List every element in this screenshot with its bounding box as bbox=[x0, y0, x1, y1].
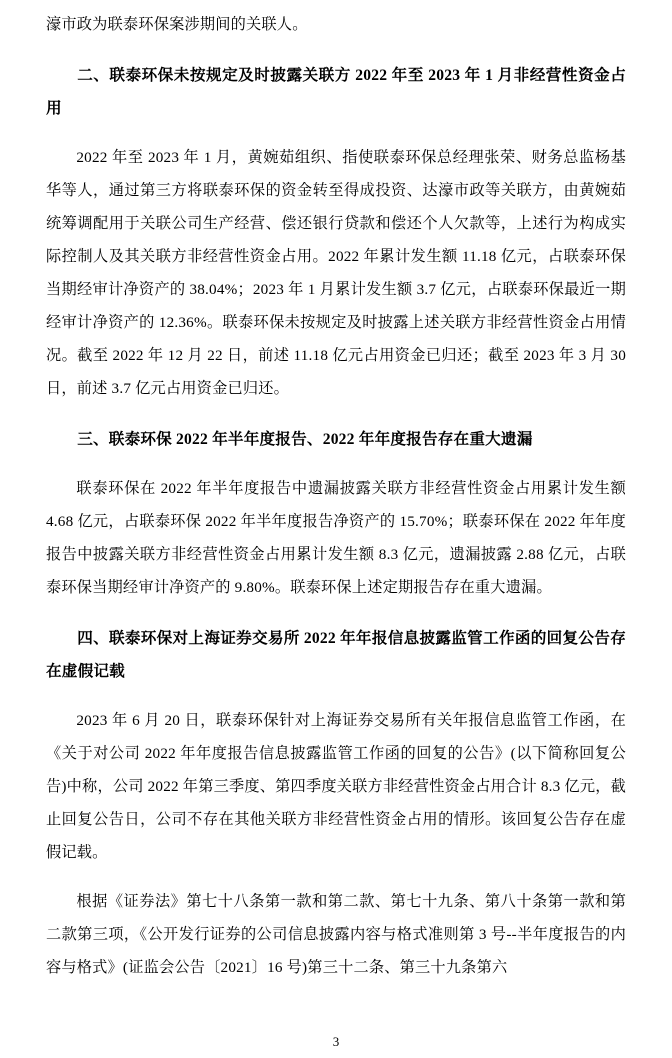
paragraph-continued: 濠市政为联泰环保案涉期间的关联人。 bbox=[46, 16, 308, 33]
paragraph-section-two-body: 2022 年至 2023 年 1 月，黄婉茹组织、指使联泰环保总经理张荣、财务总监杨基华等人，通过第三方将联泰环保的资金转至得成投资、达濠市政等关联方，由黄婉茹统筹调配用于关联公司生产经营、偿还银行贷款和偿还个人欠款等，上述行为构成实际控制人及其关联方非经营性资金占用。2022 年累计发生额 11.18 亿元，占联泰环保当期经审计净资产的 38.04%；2023 年 1 月累计发生额 3.7 亿元，占联泰环保最近一期经审计净资产的 12.36%。联泰环保未按规定及时披露上述关联方非经营性资金占用情况。截至 2022 年 12 月 22 日，前述 11.18 亿元占用资金已归还；截至 2023 年 3 月 30 日，前述 3.7 亿元占用资金已归还。 bbox=[46, 149, 626, 397]
paragraph-section-three-body: 联泰环保在 2022 年半年度报告中遗漏披露关联方非经营性资金占用累计发生额 4.68 亿元，占联泰环保 2022 年半年度报告净资产的 15.70%；联泰环保在 2022 年年度报告中披露关联方非经营性资金占用累计发生额 8.3 亿元，遗漏披露 2.88 亿元，占联泰环保当期经审计净资产的 9.80%。联泰环保上述定期报告存在重大遗漏。 bbox=[46, 480, 626, 596]
page-number: 3 bbox=[332, 1034, 340, 1049]
paragraph-section-four-legal-basis: 根据《证券法》第七十八条第一款和第二款、第七十九条、第八十条第一款和第二款第三项，《公开发行证券的公司信息披露内容与格式准则第 3 号--半年度报告的内容与格式》(证监会公告〔2021〕16 号)第三十二条、第三十九条第六 bbox=[46, 893, 626, 976]
section-heading-two: 二、联泰环保未按规定及时披露关联方 2022 年至 2023 年 1 月非经营性资金占用 bbox=[46, 67, 626, 117]
section-heading-three: 三、联泰环保 2022 年半年度报告、2022 年年度报告存在重大遗漏 bbox=[77, 431, 533, 448]
section-heading-four: 四、联泰环保对上海证券交易所 2022 年年报信息披露监管工作函的回复公告存在虚假记载 bbox=[46, 630, 626, 680]
paragraph-section-four-body: 2023 年 6 月 20 日，联泰环保针对上海证券交易所有关年报信息监管工作函，在《关于对公司 2022 年年度报告信息披露监管工作函的回复的公告》(以下简称回复公告)中称，公司 2022 年第三季度、第四季度关联方非经营性资金占用合计 8.3 亿元，截止回复公告日，公司不存在其他关联方非经营性资金占用的情形。该回复公告存在虚假记载。 bbox=[46, 712, 626, 861]
